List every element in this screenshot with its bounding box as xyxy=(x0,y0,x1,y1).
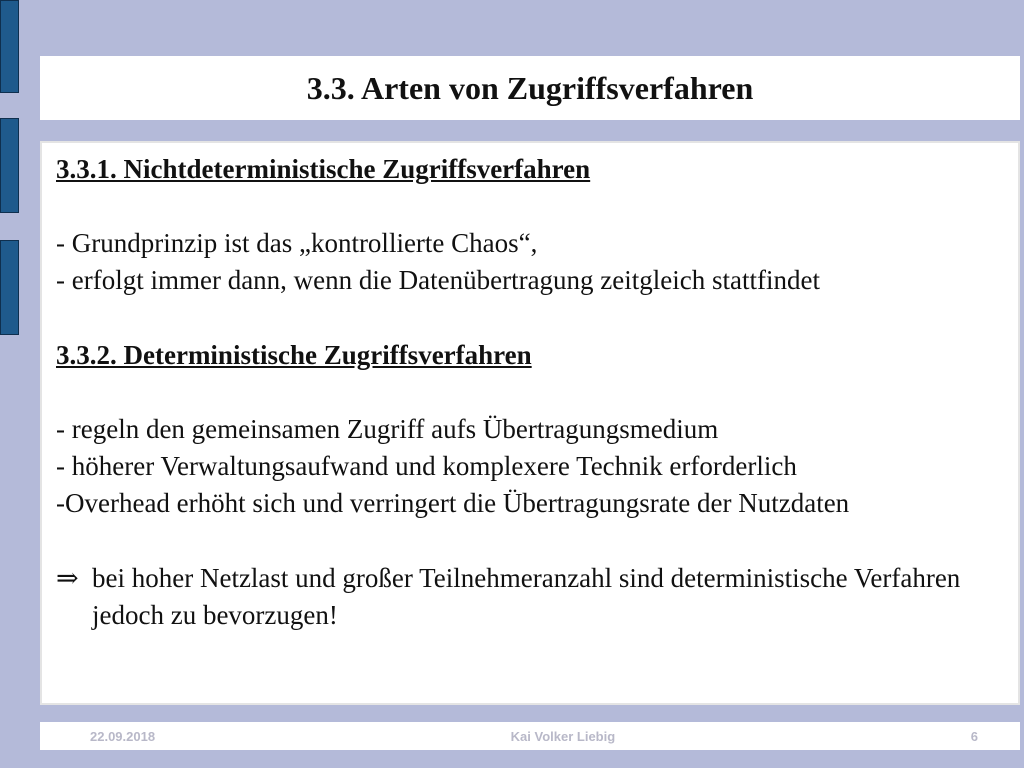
footer xyxy=(40,722,1020,750)
slide-title: 3.3. Arten von Zugriffsverfahren xyxy=(306,69,754,106)
section-heading-nondeterministic: 3.3.1. Nichtdeterministische Zugriffsverfahren xyxy=(56,154,591,184)
footer-date: 22.09.2018 xyxy=(90,728,156,744)
conclusion xyxy=(56,560,1006,634)
bullet-item: - erfolgt immer dann, wenn die Datenübertragung zeitgleich stattfindet xyxy=(56,265,820,295)
side-bar-decoration-3 xyxy=(0,240,19,335)
footer-author: Kai Volker Liebig xyxy=(510,728,616,744)
section-heading-deterministic: 3.3.2. Deterministische Zugriffsverfahren xyxy=(56,340,532,370)
implies-arrow-icon: ⇒ xyxy=(56,563,79,593)
bullet-item: -Overhead erhöht sich und verringert die Übertragungsrate der Nutzdaten xyxy=(56,488,850,518)
content-panel xyxy=(40,141,1020,705)
conclusion-text: bei hoher Netzlast und großer Teilnehmeranzahl sind deterministische Verfahren jedoch zu bevorzugen! xyxy=(92,563,961,630)
bullet-item: - höherer Verwaltungsaufwand und komplexere Technik erforderlich xyxy=(56,451,797,481)
title-panel xyxy=(40,56,1020,120)
footer-page-number: 6 xyxy=(970,728,978,744)
bullet-item: - regeln den gemeinsamen Zugriff aufs Übertragungsmedium xyxy=(56,414,719,444)
bullet-item: - Grundprinzip ist das „kontrollierte Chaos“, xyxy=(56,228,538,258)
side-bar-decoration-2 xyxy=(0,118,19,213)
side-bar-decoration-1 xyxy=(0,0,19,93)
